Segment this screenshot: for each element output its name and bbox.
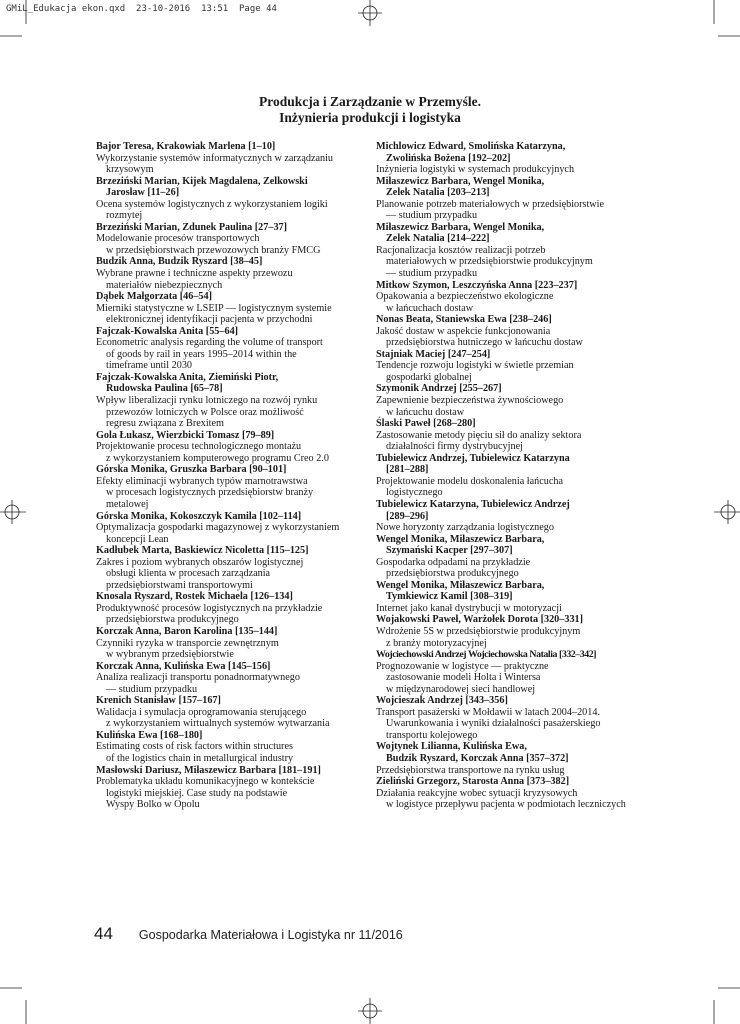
toc-entry-title: Problematyka układu komunikacyjnego w kontekście <box>96 776 315 788</box>
toc-entry-title: Racjonalizacja kosztów realizacji potrzeb <box>376 244 546 256</box>
toc-entry-author: Budzik Ryszard, Korczak Anna [357–372] <box>386 752 569 764</box>
toc-entry <box>96 545 366 591</box>
toc-entry-title: Analiza realizacji transportu ponadnormatywnego <box>96 672 300 684</box>
toc-entry-author: Górska Monika, Kokoszczyk Kamila [102–114] <box>96 510 302 522</box>
section-subtitle-line: Inżynieria produkcji i logistyka <box>279 110 461 125</box>
toc-entry-author: Szymański Kacper [297–307] <box>386 545 513 557</box>
toc-entry-title: Jakość dostaw w aspekcie funkcjonowania <box>376 325 551 337</box>
toc-entry-title: Wyspy Bolko w Opolu <box>106 799 200 811</box>
toc-entry-title: Wpływ liberalizacji rynku lotniczego na rozwój rynku <box>96 395 318 407</box>
toc-entry-title: Wykorzystanie systemów informatycznych w zarządzaniu <box>96 152 334 164</box>
toc-entry-title: przedsiębiorstwa produkcyjnego <box>386 568 519 580</box>
journal-name: Gospodarka Materiałowa i Logistyka nr 11/2016 <box>138 928 403 942</box>
toc-entry-author: Kulińska Ewa [168–180] <box>96 729 203 741</box>
toc-entry <box>96 291 366 326</box>
toc-entry <box>96 511 366 546</box>
toc-entry <box>376 176 644 222</box>
toc-entry-title: Czynniki ryzyka w transporcie zewnętrznym <box>96 637 279 649</box>
toc-entry-title: w międzynarodowej sieci handlowej <box>386 683 536 695</box>
section-title-line: Produkcja i Zarządzanie w Przemyśle. <box>258 94 482 109</box>
toc-entry-title: Internet jako kanał dystrybucji w motoryzacji <box>376 602 562 614</box>
toc-entry-title: gospodarki globalnej <box>386 371 472 383</box>
toc-entry <box>96 326 366 372</box>
toc-entry <box>96 695 366 730</box>
toc-entry-author: Tubielewicz Andrzej, Tubielewicz Katarzyna <box>376 452 570 464</box>
toc-entry <box>376 280 644 315</box>
toc-entry <box>376 141 644 176</box>
toc-entry-title: w procesach logistycznych przedsiębiorstw branży <box>106 487 314 499</box>
toc-entry-title: Przedsiębiorstwa transportowe na rynku usług <box>376 764 565 776</box>
toc-entry-title: Walidacja i symulacja oprogramowania sterującego <box>96 706 307 718</box>
toc-entry-title: obsługi klienta w procesach zarządzania <box>106 568 271 580</box>
toc-entry <box>96 372 366 430</box>
toc-entry-author: Kadłubek Marta, Baskiewicz Nicoletta [115–125] <box>96 545 309 557</box>
toc-entry-author: Wengel Monika, Miłaszewicz Barbara, <box>376 533 545 545</box>
toc-entry-title: Produktywność procesów logistycznych na przykładzie <box>96 602 323 614</box>
toc-entry <box>376 349 644 384</box>
toc-entry-title: zastosowanie modeli Holta i Wintersa <box>386 672 541 684</box>
toc-entry <box>376 695 644 741</box>
toc-entry-title: Estimating costs of risk factors within structures <box>96 741 293 753</box>
toc-entry-title: transportu kolejowego <box>386 729 478 741</box>
toc-entry-author: [281–288] <box>386 464 429 476</box>
toc-entry-author: Tymkiewicz Kamil [308–319] <box>386 591 513 603</box>
toc-entry-title: Projektowanie modelu doskonalenia łańcucha <box>376 475 563 487</box>
toc-entry-title: regresu związana z Brexitem <box>106 418 224 430</box>
toc-entry <box>376 499 644 534</box>
toc-entry-title: Uwarunkowania i wyniki działalności pasażerskiego <box>386 718 601 730</box>
toc-entry-author: Mitkow Szymon, Leszczyńska Anna [223–237] <box>376 279 578 291</box>
toc-entry-author: Brzeziński Marian, Kijek Magdalena, Zelkowski <box>96 175 308 187</box>
toc-entry-author: Miłaszewicz Barbara, Wengel Monika, <box>376 175 545 187</box>
toc-entry-author: Krenich Stanisław [157–167] <box>96 695 221 707</box>
toc-entry-title: Prognozowanie w logistyce — praktyczne <box>376 660 549 672</box>
toc-entry-title: — studium przypadku <box>386 210 478 222</box>
toc-entry-title: Ocena systemów logistycznych z wykorzystaniem logiki <box>96 198 328 210</box>
toc-entry-author: [289–296] <box>386 510 429 522</box>
toc-entry-title: materiałów niebezpiecznych <box>106 279 223 291</box>
toc-entry <box>96 591 366 626</box>
toc-entry-author: Michlowicz Edward, Smolińska Katarzyna, <box>376 141 566 152</box>
toc-entry-author: Dąbek Małgorzata [46–54] <box>96 291 213 303</box>
toc-entry-author: Fajczak-Kowalska Anita [55–64] <box>96 325 239 337</box>
toc-entry-title: Optymalizacja gospodarki magazynowej z wykorzystaniem <box>96 522 340 534</box>
toc-entry-author: Korczak Anna, Baron Karolina [135–144] <box>96 625 278 637</box>
toc-entry-author: Nonas Beata, Staniewska Ewa [238–246] <box>376 314 552 326</box>
toc-entry-title: rozmytej <box>106 210 143 222</box>
toc-entry-title: metalowej <box>106 498 149 510</box>
toc-entry-title: Modelowanie procesów transportowych <box>96 233 260 245</box>
toc-entry-author: Knosala Ryszard, Rostek Michaela [126–134] <box>96 591 293 603</box>
toc-entry-author: Zwolińska Bożena [192–202] <box>386 152 511 164</box>
toc-entry-author: Gola Łukasz, Wierzbicki Tomasz [79–89] <box>96 429 275 441</box>
page-number: 44 <box>94 924 113 943</box>
toc-entry-title: Efekty eliminacji wybranych typów marnotrawstwa <box>96 475 308 487</box>
toc-entry-title: Zapewnienie bezpieczeństwa żywnościowego <box>376 395 564 407</box>
toc-entry-title: Zakres i poziom wybranych obszarów logistycznej <box>96 556 304 568</box>
toc-entry-author: Zelek Natalia [214–222] <box>386 233 490 245</box>
toc-entry <box>376 534 644 580</box>
toc-entry-author: Korczak Anna, Kulińska Ewa [145–156] <box>96 660 271 672</box>
toc-entry-author: Wengel Monika, Miłaszewicz Barbara, <box>376 579 545 591</box>
toc-entry <box>376 314 644 349</box>
toc-entry-title: koncepcji Lean <box>106 533 169 545</box>
toc-entry <box>96 730 366 765</box>
toc-entry-author: Wojciechowski Andrzej Wojciechowska Natalia [332–342] <box>376 649 597 661</box>
toc-entry <box>376 741 644 776</box>
toc-entry-author: Miłaszewicz Barbara, Wengel Monika, <box>376 221 545 233</box>
toc-entry-title: timeframe until 2030 <box>106 360 193 372</box>
toc-entry-title: z wykorzystaniem wirtualnych systemów wytwarzania <box>106 718 330 730</box>
toc-entry <box>96 661 366 696</box>
toc-column-right <box>376 141 644 811</box>
toc-entry-title: of goods by rail in years 1995–2014 within the <box>106 348 297 360</box>
toc-entry <box>96 464 366 510</box>
toc-entry <box>96 256 366 291</box>
toc-entry-author: Fajczak-Kowalska Anita, Ziemiński Piotr, <box>96 371 279 383</box>
toc-entry-title: przedsiębiorstwami transportowymi <box>106 579 253 591</box>
toc-entry-author: Zelek Natalia [203–213] <box>386 187 490 199</box>
toc-entry-author: Bajor Teresa, Krakowiak Marlena [1–10] <box>96 141 276 152</box>
toc-entry <box>376 383 644 418</box>
toc-entry-author: Zieliński Grzegorz, Starosta Anna [373–382] <box>376 776 570 788</box>
toc-entry-author: Wojcieszak Andrzej [343–356] <box>376 695 508 707</box>
toc-entry <box>96 176 366 222</box>
toc-entry-author: Masłowski Dariusz, Miłaszewicz Barbara [181–191] <box>96 764 321 776</box>
registration-mark-icon <box>0 500 26 524</box>
registration-mark-icon <box>358 0 382 26</box>
toc-entry-author: Szymonik Andrzej [255–267] <box>376 383 502 395</box>
toc-entry-title: Tendencje rozwoju logistyki w świetle przemian <box>376 360 574 372</box>
toc-entry-title: of the logistics chain in metallurgical industry <box>106 752 294 764</box>
section-title <box>0 94 740 126</box>
toc-entry-title: z wykorzystaniem komputerowego programu Creo 2.0 <box>106 452 329 464</box>
toc-entry-title: Opakowania a bezpieczeństwo ekologiczne <box>376 291 554 303</box>
toc-entry-author: Górska Monika, Gruszka Barbara [90–101] <box>96 464 287 476</box>
toc-entry <box>96 765 366 811</box>
registration-mark-icon <box>358 998 382 1024</box>
toc-entry <box>96 141 366 176</box>
toc-entry-title: Gospodarka odpadami na przykładzie <box>376 556 531 568</box>
toc-entry-title: przewozów lotniczych w Polsce oraz możliwość <box>106 406 304 418</box>
toc-entry-title: logistyki miejskiej. Case study na podstawie <box>106 787 288 799</box>
toc-entry-title: Inżynieria logistyki w systemach produkcyjnych <box>376 164 575 176</box>
toc-entry <box>376 453 644 499</box>
toc-entry <box>376 580 644 615</box>
toc-entry-title: Nowe horyzonty zarządzania logistycznego <box>376 522 554 534</box>
toc-entry-title: elektronicznej identyfikacji pacjenta w przychodni <box>106 314 313 326</box>
toc-entry-author: Ślaski Paweł [268–280] <box>376 418 476 430</box>
toc-entry-title: Wdrożenie 5S w przedsiębiorstwie produkcyjnym <box>376 625 581 637</box>
toc-entry <box>96 222 366 257</box>
toc-entry-title: działalności firmy dystrybucyjnej <box>386 441 523 453</box>
toc-entry-title: Mierniki statystyczne w LSEIP — logistycznym systemie <box>96 302 332 314</box>
toc-entry-title: logistycznego <box>386 487 443 499</box>
toc-entry <box>376 649 644 695</box>
toc-entry-title: materiałowych w przedsiębiorstwie produkcyjnym <box>386 256 593 268</box>
toc-entry-title: — studium przypadku <box>106 683 198 695</box>
toc-entry-title: przedsiębiorstwa hutniczego w łańcuchu dostaw <box>386 337 583 349</box>
toc-entry <box>96 430 366 465</box>
toc-entry-author: Jarosław [11–26] <box>106 187 180 199</box>
toc-entry-author: Brzeziński Marian, Zdunek Paulina [27–37] <box>96 221 288 233</box>
toc-entry-title: Wybrane prawne i techniczne aspekty przewozu <box>96 268 293 280</box>
toc-entry-author: Wojtynek Lilianna, Kulińska Ewa, <box>376 741 527 753</box>
toc-column-left <box>96 141 366 811</box>
toc-entry-title: Planowanie potrzeb materiałowych w przedsiębiorstwie <box>376 198 605 210</box>
toc-entry-author: Stajniak Maciej [247–254] <box>376 348 491 360</box>
toc-entry-title: w łańcuchach dostaw <box>386 302 474 314</box>
toc-entry-title: w łańcuchu dostaw <box>386 406 465 418</box>
toc-entry-title: w logistyce przepływu pacjenta w podmiotach leczniczych <box>386 799 626 811</box>
page-footer <box>94 924 403 944</box>
toc-entry-title: Econometric analysis regarding the volume of transport <box>96 337 323 349</box>
toc-entry <box>96 626 366 661</box>
toc-entry-title: z branży motoryzacyjnej <box>386 637 487 649</box>
toc-entry-author: Budzik Anna, Budzik Ryszard [38–45] <box>96 256 263 268</box>
toc-entry-title: — studium przypadku <box>386 268 478 280</box>
toc-entry-title: krzysowym <box>106 164 154 176</box>
toc-entry <box>376 776 644 811</box>
toc-entry <box>376 418 644 453</box>
toc-entry-title: Działania reakcyjne wobec sytuacji kryzysowych <box>376 787 578 799</box>
toc-entry-author: Wojakowski Paweł, Warżołek Dorota [320–331] <box>376 614 584 626</box>
toc-entry-author: Tubielewicz Katarzyna, Tubielewicz Andrzej <box>376 498 570 510</box>
registration-mark-icon <box>714 500 740 524</box>
print-slug-line: GMiL_Edukacja ekon.qxd 23-10-2016 13:51 Page 44 <box>6 4 277 14</box>
toc-entry <box>376 222 644 280</box>
toc-entry <box>376 614 644 649</box>
toc-entry-title: w przedsiębiorstwach przewozowych branży FMCG <box>106 244 321 256</box>
toc-entry-title: Transport pasażerski w Mołdawii w latach 2004–2014. <box>376 706 600 718</box>
toc-entry-title: w wybranym przedsiębiorstwie <box>106 649 234 661</box>
toc-entry-author: Rudowska Paulina [65–78] <box>106 383 223 395</box>
toc-entry-title: przedsiębiorstwa produkcyjnego <box>106 614 239 626</box>
toc-entry-title: Projektowanie procesu technologicznego montażu <box>96 441 302 453</box>
toc-entry-title: Zastosowanie metody pięciu sił do analizy sektora <box>376 429 582 441</box>
